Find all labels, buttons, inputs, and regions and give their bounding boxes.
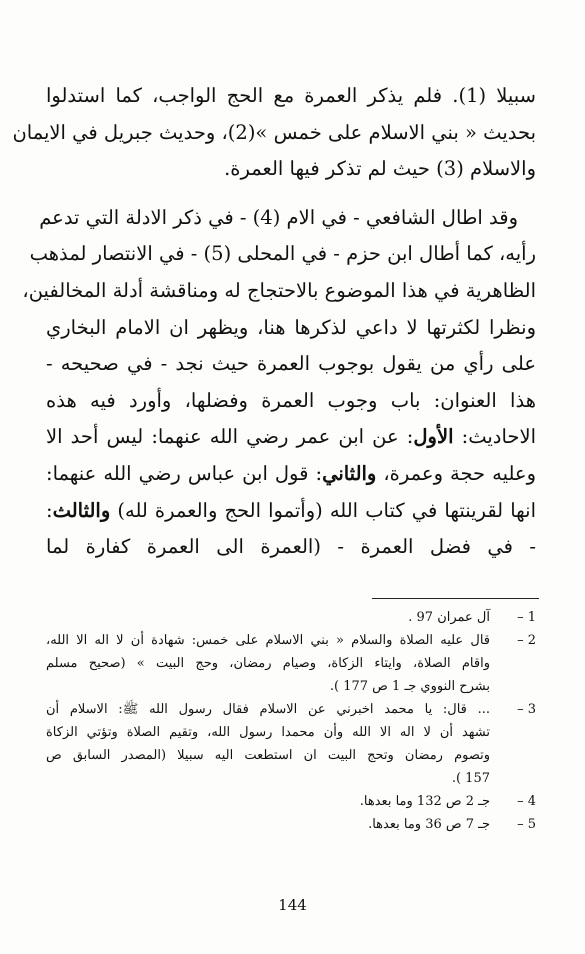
text-line: الظاهرية في هذا الموضوع بالاحتجاج له ومناقشة أدلة المخالفين، xyxy=(22,278,536,302)
bold-keyword: الأول xyxy=(413,425,454,449)
text-line: هذا العنوان: باب وجوب العمرة وفضلها، وأورد فيه هذه xyxy=(46,388,536,412)
page-number: 144 xyxy=(278,896,307,914)
bold-keyword: والثالث xyxy=(52,498,111,522)
text-line: والاسلام (3) حيث لم تذكر فيها العمرة. xyxy=(224,157,536,181)
footnote-line: آل عمران 97 . xyxy=(408,610,490,625)
footnote-number: 4 – xyxy=(517,794,536,809)
text-line: - في فضل العمرة - (العمرة الى العمرة كفارة لما xyxy=(46,535,536,559)
text-line: رأيه، كما أطال ابن حزم - في المحلى (5) - في الانتصار لمذهب xyxy=(29,242,536,266)
footnote-line: جـ 7 ص 36 وما بعدها. xyxy=(368,817,490,832)
footnote-separator xyxy=(372,598,539,599)
footnote-line: بشرح النووي جـ 1 ص 177 ). xyxy=(329,679,490,694)
text-line: الاحاديث: الأول: عن ابن عمر رضي الله عنهما: ليس أحد الا xyxy=(46,425,537,449)
bold-keyword: والثاني xyxy=(322,461,377,485)
footnote xyxy=(46,606,536,629)
footnote-line: 157 ). xyxy=(451,771,490,786)
text-line: وقد اطال الشافعي - في الام (4) - في ذكر الادلة التي تدعم xyxy=(39,205,518,229)
footnote-line: ... قال: يا محمد اخبرني عن الاسلام فقال رسول الله ﷺ: الاسلام أن xyxy=(46,702,490,717)
footnote-number: 2 – xyxy=(517,633,536,648)
footnote xyxy=(46,698,536,790)
footnote-line: وتصوم رمضان وتحج البيت ان استطعت اليه سبيلا (المصدر السابق ص xyxy=(46,748,490,763)
footnote-number: 1 – xyxy=(517,610,536,625)
footnote xyxy=(46,790,536,813)
footnote xyxy=(46,813,536,836)
text-line: بحديث « بني الاسلام على خمس »(2)، وحديث جبريل في الايمان xyxy=(12,120,536,144)
text-line: ونظرا لكثرتها لا داعي لذكرها هنا، ويظهر ان الامام البخاري xyxy=(46,315,536,339)
footnote-line: واقام الصلاة، وايتاء الزكاة، وصيام رمضان، وحج البيت » (صحيح مسلم xyxy=(46,656,490,671)
body-text xyxy=(12,78,537,566)
text-line: انها لقرينتها في كتاب الله (وأتموا الحج والعمرة لله) والثالث: xyxy=(46,498,536,522)
footnote-number: 3 – xyxy=(517,702,536,717)
text-line: سبيلا (1). فلم يذكر العمرة مع الحج الواجب، كما استدلوا xyxy=(46,84,536,107)
text-line: على رأي من يقول بوجوب العمرة حيث نجد - في صحيحه - xyxy=(46,352,536,376)
footnote xyxy=(46,629,536,698)
footnote-number: 5 – xyxy=(517,817,536,832)
text-line: وعليه حجة وعمرة، والثاني: قول ابن عباس رضي الله عنهما: xyxy=(46,461,536,485)
footnote-line: تشهد أن لا اله الا الله وأن محمدا رسول الله، وتقيم الصلاة وتؤتي الزكاة xyxy=(46,725,490,740)
footnotes xyxy=(46,606,536,836)
footnote-line: قال عليه الصلاة والسلام « بني الاسلام على خمس: شهادة أن لا اله الا الله، xyxy=(46,633,490,648)
footnote-line: جـ 2 ص 132 وما بعدها. xyxy=(359,794,490,809)
